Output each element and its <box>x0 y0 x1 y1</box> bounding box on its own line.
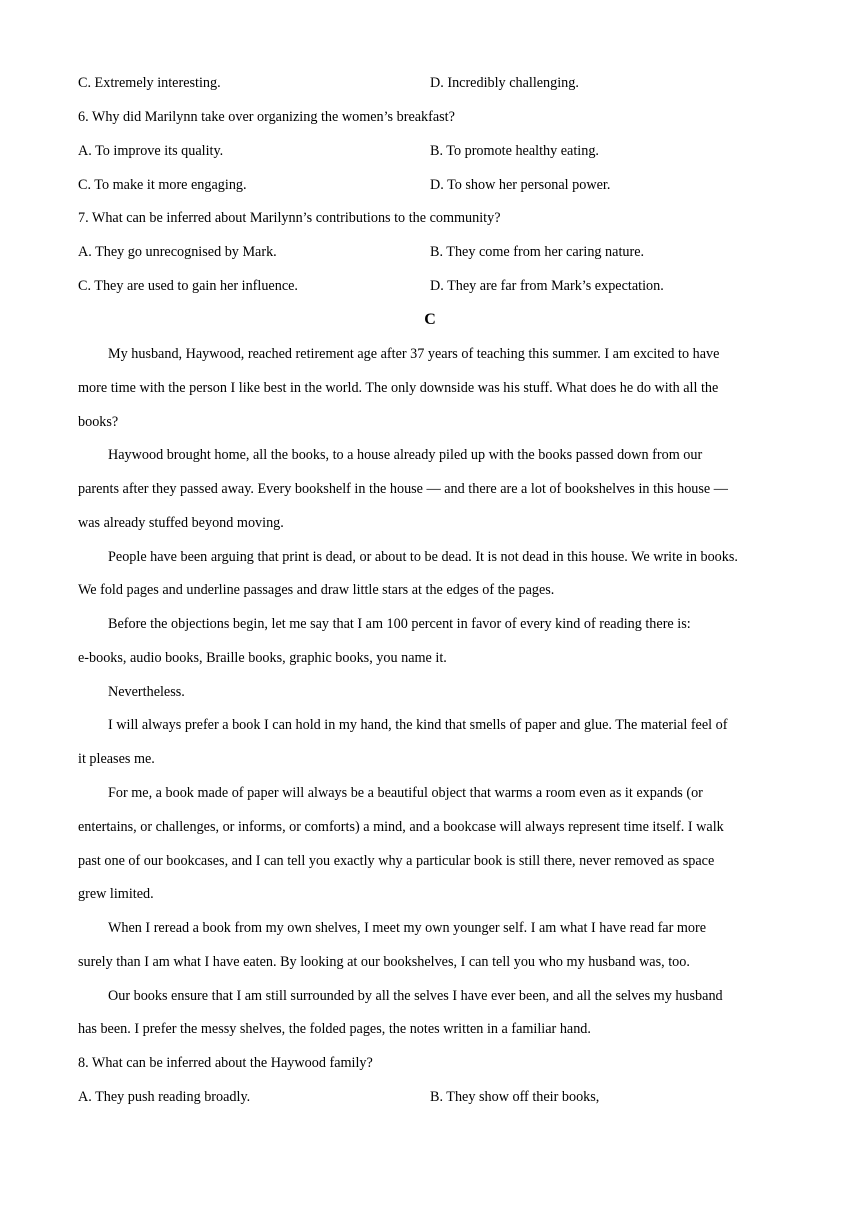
passage-line: more time with the person I like best in the world. The only downside was his stuff. What does he do with all the <box>78 380 719 396</box>
q6-option-b[interactable]: B. To promote healthy eating. <box>430 143 599 159</box>
passage-line: Haywood brought home, all the books, to a house already piled up with the books passed down from our <box>108 447 703 463</box>
passage-line: books? <box>78 414 119 430</box>
passage-line: Our books ensure that I am still surrounded by all the selves I have ever been, and all the selves my husband <box>108 988 723 1004</box>
passage-line: was already stuffed beyond moving. <box>78 515 284 531</box>
q6-stem: 6. Why did Marilynn take over organizing the women’s breakfast? <box>78 109 455 125</box>
passage-line: grew limited. <box>78 886 154 902</box>
passage-line: has been. I prefer the messy shelves, the folded pages, the notes written in a familiar hand. <box>78 1021 591 1037</box>
q5-option-d[interactable]: D. Incredibly challenging. <box>430 75 579 91</box>
q7-option-a[interactable]: A. They go unrecognised by Mark. <box>78 244 277 260</box>
passage-line: past one of our bookcases, and I can tell you exactly why a particular book is still there, never removed as space <box>78 853 715 869</box>
passage-line: For me, a book made of paper will always be a beautiful object that warms a room even as it expands (or <box>108 785 703 801</box>
q7-option-d[interactable]: D. They are far from Mark’s expectation. <box>430 278 664 294</box>
q5-option-c[interactable]: C. Extremely interesting. <box>78 75 221 91</box>
passage-line: parents after they passed away. Every bookshelf in the house — and there are a lot of bookshelves in this house — <box>78 481 728 497</box>
q7-option-c[interactable]: C. They are used to gain her influence. <box>78 278 298 294</box>
passage-line: Nevertheless. <box>108 684 185 700</box>
passage-line: People have been arguing that print is dead, or about to be dead. It is not dead in this house. We write in books. <box>108 549 738 565</box>
q8-stem: 8. What can be inferred about the Haywood family? <box>78 1055 373 1071</box>
q7-option-b[interactable]: B. They come from her caring nature. <box>430 244 645 260</box>
passage-line: surely than I am what I have eaten. By looking at our bookshelves, I can tell you who my husband was, too. <box>78 954 690 970</box>
q6-option-a[interactable]: A. To improve its quality. <box>78 143 224 159</box>
section-title: C <box>424 311 436 328</box>
q7-stem: 7. What can be inferred about Marilynn’s contributions to the community? <box>78 210 501 226</box>
q8-option-b[interactable]: B. They show off their books, <box>430 1089 600 1105</box>
passage-line: I will always prefer a book I can hold in my hand, the kind that smells of paper and glue. The material feel of <box>108 717 728 733</box>
q6-option-d[interactable]: D. To show her personal power. <box>430 177 611 193</box>
passage-line: My husband, Haywood, reached retirement age after 37 years of teaching this summer. I am excited to have <box>108 346 720 362</box>
passage-line: entertains, or challenges, or informs, or comforts) a mind, and a bookcase will always represent time itself. I walk <box>78 819 724 835</box>
passage-line: When I reread a book from my own shelves, I meet my own younger self. I am what I have read far more <box>108 920 707 936</box>
passage-line: Before the objections begin, let me say that I am 100 percent in favor of every kind of reading there is: <box>108 616 691 632</box>
passage-line: it pleases me. <box>78 751 155 767</box>
passage-line: e-books, audio books, Braille books, graphic books, you name it. <box>78 650 447 666</box>
q6-option-c[interactable]: C. To make it more engaging. <box>78 177 247 193</box>
q8-option-a[interactable]: A. They push reading broadly. <box>78 1089 251 1105</box>
passage-line: We fold pages and underline passages and draw little stars at the edges of the pages. <box>78 582 555 598</box>
